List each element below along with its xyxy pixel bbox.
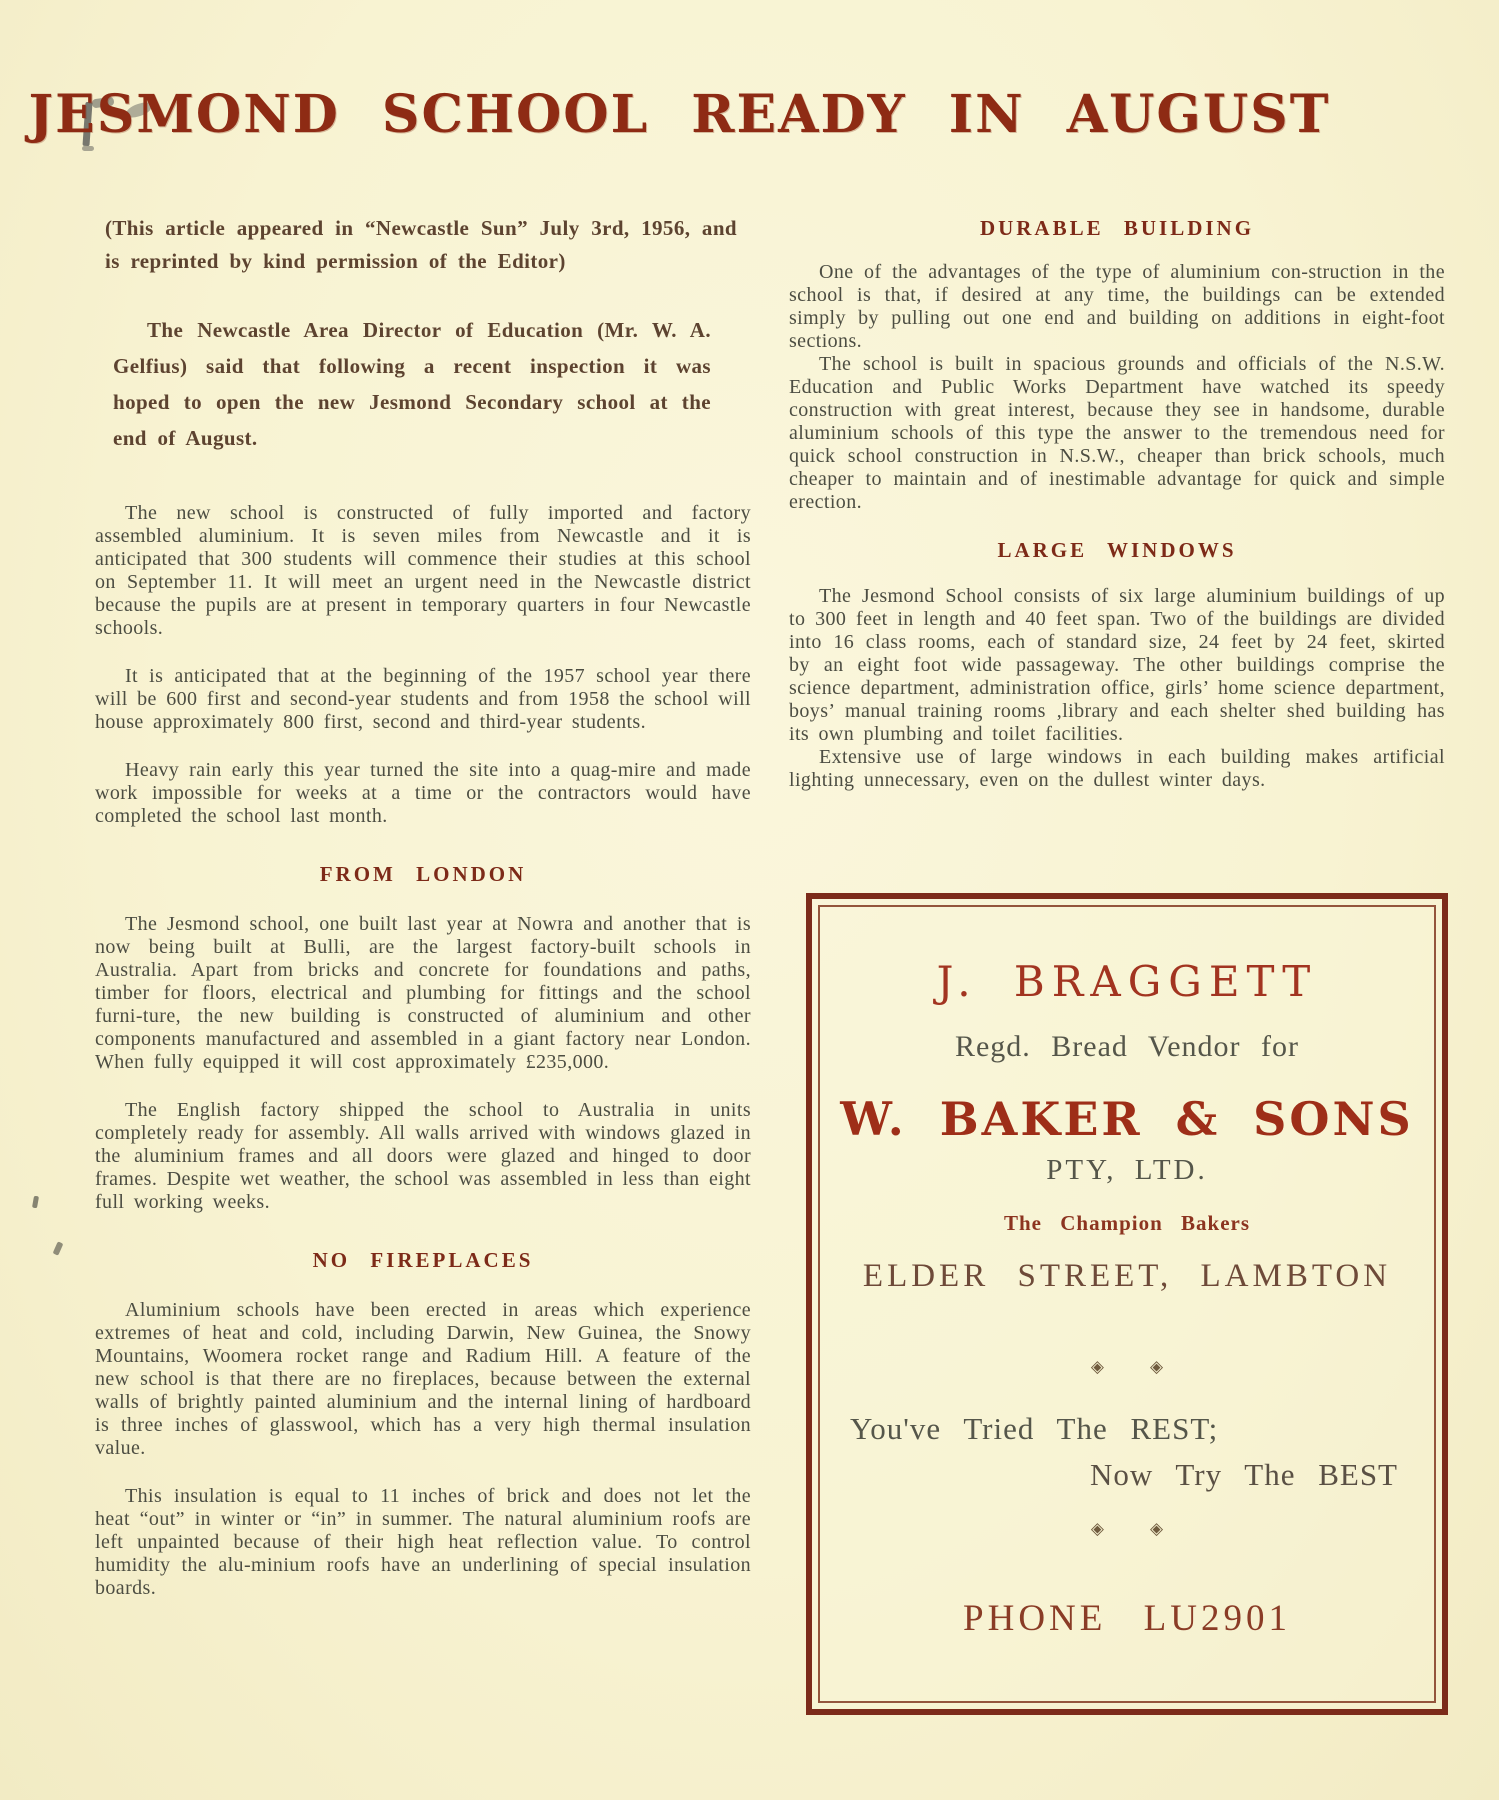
diamond-ornament-icon <box>812 1519 1442 1539</box>
lead-paragraph: The Newcastle Area Director of Education (Mr. W. A. Gelfius) said that following a recent inspection it was hoped to open the new Jesmond Secondary school at the end of August. <box>113 318 711 450</box>
paragraph: The new school is constructed of fully imported and factory assembled aluminium. It is seven miles from Newcastle and it is anticipated that 300 students will commence their studies at this school on September 11. It will meet an urgent need in the Newcastle district because the pupils are at present in temporary quarters in four Newcastle schools. <box>95 502 751 639</box>
diamond-icon: ◈ <box>1090 1357 1104 1377</box>
paragraph: Extensive use of large windows in each building makes artificial lighting unnecessary, even on the dullest winter days. <box>789 746 1445 791</box>
ink-speck <box>32 1196 39 1209</box>
paragraph: The school is built in spacious grounds and officials of the N.S.W. Education and Public Works Department have watched its speedy construction with great interest, because they see in handsome, durable aluminium schools of this type the answer to the tremendous need for quick school construction in N.S.W., cheaper than brick schools, much cheaper to maintain and of inestimable advantage for quick and simple erection. <box>789 353 1445 513</box>
paragraph: It is anticipated that at the beginning of the 1957 school year there will be 600 first and second-year students and from 1958 the school will house approximately 800 first, second and third-year students. <box>95 665 751 733</box>
paragraph: This insulation is equal to 11 inches of brick and does not let the heat “out” in winter or “in” in summer. The natural aluminium roofs are left unpainted because of their high heat reflection value. To control humidity the alu-minium roofs have an underlining of special insulation boards. <box>95 1485 751 1599</box>
paragraph: The Jesmond School consists of six large aluminium buildings of up to 300 feet in length and 40 feet span. Two of the buildings are divided into 16 class rooms, each of standard size, 24 feet by 24 feet, skirted by an eight foot wide passageway. The other buildings comprise the science department, administration office, girls’ home science department, boys’ manual training rooms ,library and each shelter shed building has its own plumbing and toilet facilities. <box>789 585 1445 745</box>
diamond-icon: ◈ <box>1150 1519 1164 1539</box>
paragraph: The English factory shipped the school to Australia in units completely ready for assembly. All walls arrived with windows glazed in the aluminium frames and all doors were glazed and hinged to door frames. Despite wet weather, the school was assembled in less than eight full working weeks. <box>95 1099 751 1213</box>
paragraph: One of the advantages of the type of aluminium con-struction in the school is that, if desired at any time, the buildings can be extended simply by pulling out one end and building on additions in eight-foot sections. <box>789 261 1445 352</box>
diamond-ornament-icon <box>812 1357 1442 1377</box>
advertisement-box <box>806 893 1448 1715</box>
heading-large-windows: LARGE WINDOWS <box>997 538 1237 562</box>
heading-from-london: FROM LONDON <box>319 862 527 886</box>
ad-tagline: The Champion Bakers <box>1003 1211 1251 1235</box>
diamond-icon: ◈ <box>1150 1357 1164 1377</box>
left-column <box>95 192 751 1625</box>
ad-company-name: W. BAKER & SONS <box>840 1092 1414 1146</box>
source-note: (This article appeared in “Newcastle Sun” July 3rd, 1956, and is reprinted by kind permission of the Editor) <box>105 216 737 273</box>
paragraph: Aluminium schools have been erected in areas which experience extremes of heat and cold, including Darwin, New Guinea, the Snowy Mountains, Woomera rocket range and Radium Hill. A feature of the new school is that there are no fireplaces, because between the external walls of brightly painted aluminium and the internal lining of hardboard is three inches of glasswool, which has a very high thermal insulation value. <box>95 1299 751 1459</box>
advertisement-content <box>812 899 1442 1709</box>
paragraph: The Jesmond school, one built last year at Nowra and another that is now being built at Bulli, are the largest factory-built schools in Australia. Apart from bricks and concrete for foundations and paths, timber for floors, electrical and plumbing for fittings and the school furni-ture, the new building is constructed of aluminium and other components manufactured and assembled in a giant factory near London. When fully equipped it will cost approximately £235,000. <box>95 913 751 1073</box>
diamond-icon: ◈ <box>1090 1519 1104 1539</box>
ink-speck <box>53 1241 64 1255</box>
ad-vendor-name: J. BRAGGETT <box>936 957 1318 1006</box>
ad-slogan-line2: Now Try The BEST <box>1089 1457 1398 1492</box>
page-title: JESMOND SCHOOL READY IN AUGUST <box>28 84 1331 145</box>
ad-phone-number: PHONE LU2901 <box>963 1598 1291 1639</box>
paragraph: Heavy rain early this year turned the site into a quag-mire and made work impossible for weeks at a time or the contractors would have completed the school last month. <box>95 759 751 827</box>
heading-durable-building: DURABLE BUILDING <box>979 216 1255 240</box>
ad-slogan-line1: You've Tried The REST; <box>850 1411 1219 1446</box>
ad-address: ELDER STREET, LAMBTON <box>862 1258 1392 1294</box>
heading-no-fireplaces: NO FIREPLACES <box>312 1248 534 1272</box>
ad-vendor-role: Regd. Bread Vendor for <box>954 1030 1300 1063</box>
ad-company-type: PTY, LTD. <box>1046 1154 1208 1186</box>
